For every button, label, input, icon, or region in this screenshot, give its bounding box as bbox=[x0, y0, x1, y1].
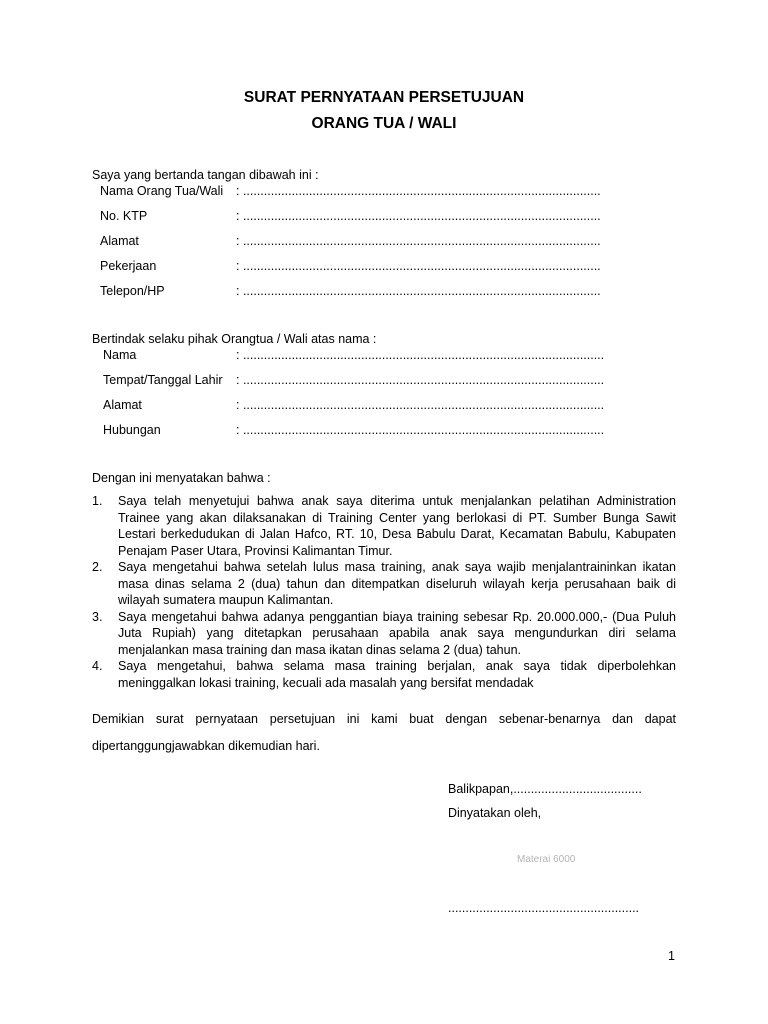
list-item bbox=[92, 609, 676, 659]
list-number: 3. bbox=[92, 609, 103, 624]
list-item bbox=[92, 658, 676, 691]
form-row-child-address bbox=[103, 398, 670, 416]
form-row-address bbox=[100, 234, 670, 252]
signature-line: ....................................................... bbox=[448, 901, 640, 915]
list-text: Saya mengetahui, bahwa selama masa training berjalan, anak saya tidak diperbolehkan meninggalkan lokasi training, kecuali ada masalah yang bersifat mendadak bbox=[118, 659, 676, 690]
list-item bbox=[92, 493, 676, 559]
field-label: Nama bbox=[103, 348, 137, 362]
page-number: 1 bbox=[668, 949, 675, 963]
field-dotted-line: : ....................................................................................................... bbox=[236, 284, 601, 298]
field-label: Tempat/Tanggal Lahir bbox=[103, 373, 223, 387]
field-label: Pekerjaan bbox=[100, 259, 157, 273]
section1-intro: Saya yang bertanda tangan dibawah ini : bbox=[92, 168, 319, 182]
list-number: 2. bbox=[92, 560, 103, 574]
closing-paragraph: Demikian surat pernyataan persetujuan ini kami buat dengan sebenar-benarnya dan dapat dipertanggungjawabkan dikemudian hari. bbox=[92, 712, 676, 753]
field-label: Alamat bbox=[100, 234, 139, 248]
form-row-phone bbox=[100, 284, 670, 302]
form-row-ktp bbox=[100, 209, 670, 227]
field-dotted-line: : ........................................................................................................ bbox=[236, 348, 605, 362]
field-dotted-line: : ....................................................................................................... bbox=[236, 184, 601, 198]
form-row-relation bbox=[103, 423, 670, 441]
statement-list bbox=[92, 493, 676, 691]
field-label: Alamat bbox=[103, 398, 142, 412]
stamp-duty-placeholder: Materai 6000 bbox=[517, 854, 576, 865]
form-row-child-name bbox=[103, 348, 670, 366]
field-label: Telepon/HP bbox=[100, 284, 165, 298]
document-title: SURAT PERNYATAAN PERSETUJUAN bbox=[243, 89, 525, 106]
field-dotted-line: : ....................................................................................................... bbox=[236, 209, 601, 223]
field-dotted-line: : ....................................................................................................... bbox=[236, 259, 601, 273]
field-dotted-line: : ........................................................................................................ bbox=[236, 373, 605, 387]
field-label: No. KTP bbox=[100, 209, 148, 223]
field-dotted-line: : ....................................................................................................... bbox=[236, 234, 601, 248]
place-date-line: Balikpapan,..................................... bbox=[448, 782, 642, 796]
field-label: Hubungan bbox=[103, 423, 161, 437]
declared-by-label: Dinyatakan oleh, bbox=[448, 806, 542, 820]
section2-intro: Bertindak selaku pihak Orangtua / Wali atas nama : bbox=[92, 332, 377, 346]
form-row-occupation bbox=[100, 259, 670, 277]
form-row-parent-name bbox=[100, 184, 670, 202]
list-text: Saya telah menyetujui bahwa anak saya diterima untuk menjalankan pelatihan Administration Trainee yang akan dilaksanakan di Training Center yang berlokasi di PT. Sumber Bunga Sawit Lestari berkedudukan di Jalan Hafco, RT. 10, Desa Babulu Darat, Kecamatan Babulu, Kabupaten Penajam Paser Utara, Provinsi Kalimantan Timur. bbox=[118, 494, 676, 558]
document-subtitle: ORANG TUA / WALI bbox=[311, 115, 457, 132]
field-dotted-line: : ........................................................................................................ bbox=[236, 423, 605, 437]
field-dotted-line: : ........................................................................................................ bbox=[236, 398, 605, 412]
form-row-birth bbox=[103, 373, 670, 391]
list-number: 4. bbox=[92, 659, 103, 673]
statement-intro: Dengan ini menyatakan bahwa : bbox=[92, 471, 271, 485]
list-number: 1. bbox=[92, 494, 103, 508]
field-label: Nama Orang Tua/Wali bbox=[100, 184, 224, 198]
list-text: Saya mengetahui bahwa setelah lulus masa training, anak saya wajib menjalantraininkan ikatan masa dinas selama 2 (dua) tahun dan ditempatkan diseluruh wilayah kerja perusahaan baik di wilayah sumatera maupun Kalimantan. bbox=[118, 560, 676, 607]
list-text: Saya mengetahui bahwa adanya penggantian biaya training sebesar Rp. 20.000.000,- (Dua Puluh Juta Rupiah) yang ditetapkan perusahaan apabila anak saya mengundurkan diri selama menjalankan masa training dan masa ikatan dinas selama 2 (dua) tahun. bbox=[118, 609, 676, 657]
list-item bbox=[92, 559, 676, 609]
